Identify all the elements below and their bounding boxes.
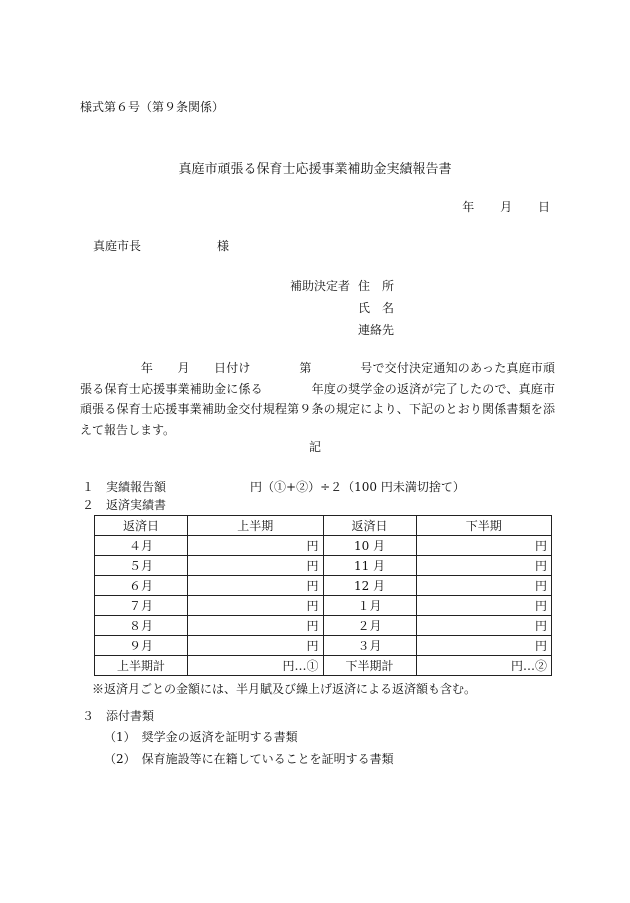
amount-cell: 円 — [416, 596, 552, 616]
repayment-table — [94, 515, 552, 676]
contact-label: 連絡先 — [358, 323, 395, 337]
header-cell: 下半期 — [416, 516, 552, 536]
attachment-item: （2） 保育施設等に在籍していることを証明する書類 — [104, 752, 394, 766]
second-half-total-label: 下半期計 — [323, 656, 416, 676]
first-half-total-amount: 円…① — [188, 656, 324, 676]
addressee — [93, 240, 229, 252]
amount-cell: 円 — [416, 616, 552, 636]
attachment-item: （1） 奨学金の返済を証明する書類 — [104, 730, 298, 744]
amount-cell: 円 — [416, 636, 552, 656]
amount-cell: 円 — [188, 596, 324, 616]
section-1-label: １ 実績報告額 — [82, 480, 167, 494]
month-cell: ４月 — [95, 536, 188, 556]
amount-cell: 円 — [188, 576, 324, 596]
table-row — [95, 556, 552, 576]
amount-cell: 円 — [188, 556, 324, 576]
header-cell: 返済日 — [95, 516, 188, 536]
table-row — [95, 596, 552, 616]
amount-cell: 円 — [188, 636, 324, 656]
section-1-amount: 円（①+②）÷２（100 円未満切捨て） — [250, 480, 465, 494]
address-label: 住 所 — [358, 279, 395, 293]
table-row — [95, 636, 552, 656]
month-cell: ８月 — [95, 616, 188, 636]
applicant-heading: 補助決定者 — [290, 279, 351, 293]
table-row — [95, 616, 552, 636]
second-half-total-amount: 円…② — [416, 656, 552, 676]
section-2-label: ２ 返済実績書 — [82, 498, 167, 512]
month-cell: 12 月 — [323, 576, 416, 596]
ki-heading: 記 — [308, 440, 321, 454]
month-cell: ５月 — [95, 556, 188, 576]
table-total-row — [95, 656, 552, 676]
table-row — [95, 576, 552, 596]
month-cell: ２月 — [323, 616, 416, 636]
amount-cell: 円 — [188, 536, 324, 556]
name-label: 氏 名 — [358, 301, 395, 315]
form-number: 様式第６号（第９条関係） — [80, 100, 225, 114]
section-1 — [82, 481, 465, 493]
month-cell: ７月 — [95, 596, 188, 616]
amount-cell: 円 — [416, 556, 552, 576]
month-cell: ３月 — [323, 636, 416, 656]
amount-cell: 円 — [416, 576, 552, 596]
date-line — [440, 201, 550, 213]
month-cell: 11 月 — [323, 556, 416, 576]
first-half-total-label: 上半期計 — [95, 656, 188, 676]
section-3-label: ３ 添付書類 — [82, 709, 155, 723]
addressee-name: 真庭市長 — [93, 239, 142, 253]
document-title: 真庭市頑張る保育士応援事業補助金実績報告書 — [178, 162, 452, 177]
table-row — [95, 536, 552, 556]
month-cell: ６月 — [95, 576, 188, 596]
date-month: 月 — [500, 200, 513, 214]
header-cell: 上半期 — [188, 516, 324, 536]
table-header-row — [95, 516, 552, 536]
body-paragraph: 年 月 日付け 第 号で交付決定通知のあった真庭市頑張る保育士応援事業補助金に係る 年度の奨学金の返済が完了したので、真庭市頑張る保育士応援事業補助金交付規程第９条の規定により、下記のとおり関係書類を添えて報告します。 — [80, 361, 555, 437]
amount-cell: 円 — [416, 536, 552, 556]
addressee-honorific: 様 — [217, 239, 230, 253]
date-year: 年 — [462, 200, 475, 214]
month-cell: １月 — [323, 596, 416, 616]
amount-cell: 円 — [188, 616, 324, 636]
month-cell: 10 月 — [323, 536, 416, 556]
table-note: ※返済月ごとの金額には、半月賦及び繰上げ返済による返済額も含む。 — [92, 682, 477, 696]
date-day: 日 — [537, 200, 550, 214]
applicant-block — [290, 280, 394, 346]
month-cell: ９月 — [95, 636, 188, 656]
header-cell: 返済日 — [323, 516, 416, 536]
